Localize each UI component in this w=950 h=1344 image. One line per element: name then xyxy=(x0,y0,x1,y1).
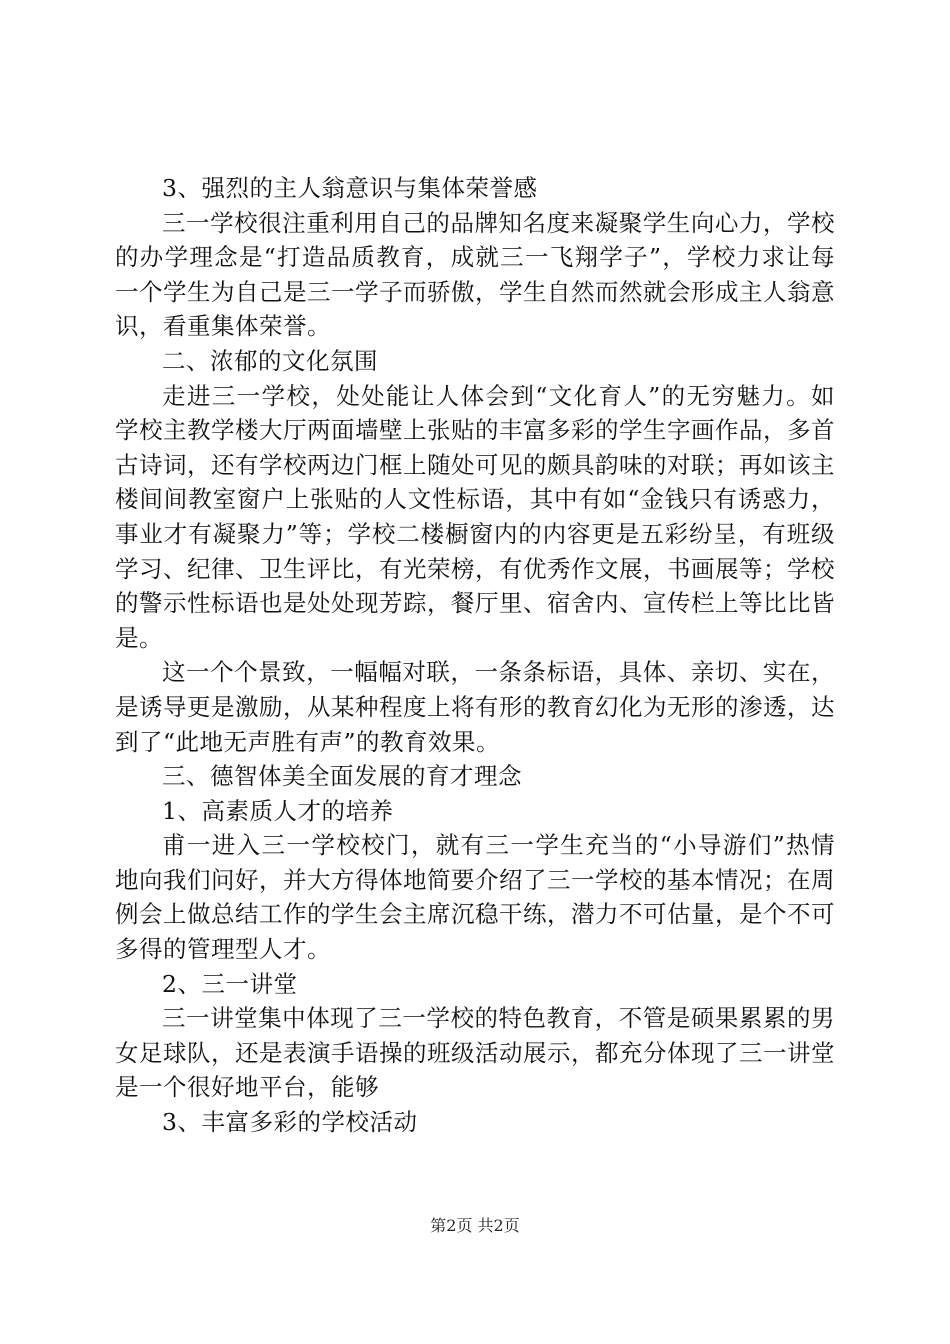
heading-school-activities: 3、丰富多彩的学校活动 xyxy=(162,1108,418,1137)
heading-all-round-development: 三、德智体美全面发展的育才理念 xyxy=(162,762,522,791)
paragraph-scenery-effect: 这一个个景致，一幅幅对联，一条条标语，具体、亲切、实在，是诱导更是激励，从某种程度上将有形的教育幻化为无形的渗透，达到了“此地无声胜有声”的教育效果。 xyxy=(115,658,835,756)
paragraph-culture-details: 走进三一学校，处处能让人体会到“文化育人”的无穷魅力。如学校主教学楼大厅两面墙壁上张贴的丰富多彩的学生字画作品，多首古诗词，还有学校两边门框上随处可见的颇具韵味的对联；再如该主楼间间教室窗户上张贴的人文性标语，其中有如“金钱只有诱惑力，事业才有凝聚力”等；学校二楼橱窗内的内容更是五彩纷呈，有班级学习、纪律、卫生评比，有光荣榜，有优秀作文展，书画展等；学校的警示性标语也是处处现芳踪，餐厅里、宿舍内、宣传栏上等比比皆是。 xyxy=(115,381,835,652)
heading-cultural-atmosphere: 二、浓郁的文化氛围 xyxy=(162,346,378,375)
paragraph-lecture-hall: 三一讲堂集中体现了三一学校的特色教育，不管是硕果累累的男女足球队，还是表演手语操的班级活动展示，都充分体现了三一讲堂是一个很好地平台，能够 xyxy=(115,1004,835,1102)
heading-sanyi-lecture-hall: 2、三一讲堂 xyxy=(162,969,298,998)
document-body xyxy=(115,171,835,1140)
page-number-footer: 第2页 共2页 xyxy=(430,1216,520,1235)
paragraph-student-guides: 甫一进入三一学校校门，就有三一学生充当的“小导游们”热情地向我们问好，并大方得体地简要介绍了三一学校的基本情况；在周例会上做总结工作的学生会主席沉稳干练，潜力不可估量，是个不可多得的管理型人才。 xyxy=(115,831,835,964)
heading-sense-of-ownership: 3、强烈的主人翁意识与集体荣誉感 xyxy=(162,174,538,202)
paragraph-school-brand: 三一学校很注重利用自己的品牌知名度来凝聚学生向心力，学校的办学理念是“打造品质教育，成就三一飞翔学子”，学校力求让每一个学生为自己是三一学子而骄傲，学生自然而然就会形成主人翁意识，看重集体荣誉。 xyxy=(115,208,835,341)
heading-talent-cultivation: 1、高素质人才的培养 xyxy=(162,796,394,825)
